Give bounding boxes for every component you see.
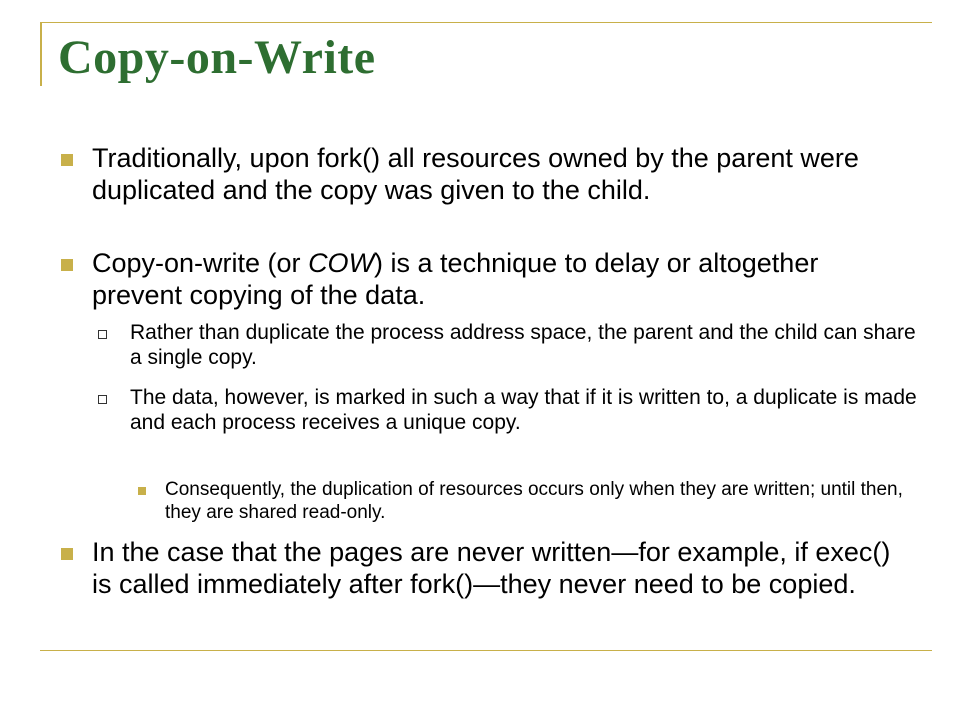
square-bullet-icon xyxy=(61,154,73,166)
small-square-bullet-icon xyxy=(138,487,146,495)
bullet-text-part: Copy-on-write (or xyxy=(92,248,309,278)
bullet-text xyxy=(92,248,818,310)
footer-rule xyxy=(40,650,932,651)
bullet-text: The data, however, is marked in such a way that if it is written to, a duplicate is made and each process receives a unique copy. xyxy=(130,386,917,434)
bullet-text: In the case that the pages are never written—for example, if exec() is called immediately after fork()—they never need to be copied. xyxy=(92,537,891,599)
title-frame-top-rule xyxy=(40,22,932,23)
slide-title: Copy-on-Write xyxy=(58,31,376,84)
cow-abbreviation: COW xyxy=(308,248,375,278)
bullet-text: Traditionally, upon fork() all resources owned by the parent were duplicated and the copy was given to the child. xyxy=(92,143,859,205)
bullet-item-never-written xyxy=(92,536,912,600)
bullet-text: Consequently, the duplication of resources occurs only when they are written; until then, they are shared read-only. xyxy=(165,479,903,523)
hollow-square-bullet-icon xyxy=(98,330,107,339)
sub-bullet-item-marked-data xyxy=(130,385,920,435)
square-bullet-icon xyxy=(61,259,73,271)
bullet-text-part: ) is a technique to delay or altogether prevent copying of the data. xyxy=(92,248,819,310)
sub-sub-bullet-item-consequently xyxy=(165,478,925,524)
bullet-item-cow-definition xyxy=(92,247,912,311)
square-bullet-icon xyxy=(61,548,73,560)
sub-bullet-item-share-copy xyxy=(130,320,920,370)
bullet-item-traditional-fork xyxy=(92,142,912,206)
hollow-square-bullet-icon xyxy=(98,395,107,404)
title-frame-left-rule xyxy=(40,22,42,86)
bullet-text: Rather than duplicate the process address space, the parent and the child can share a single copy. xyxy=(130,321,916,369)
